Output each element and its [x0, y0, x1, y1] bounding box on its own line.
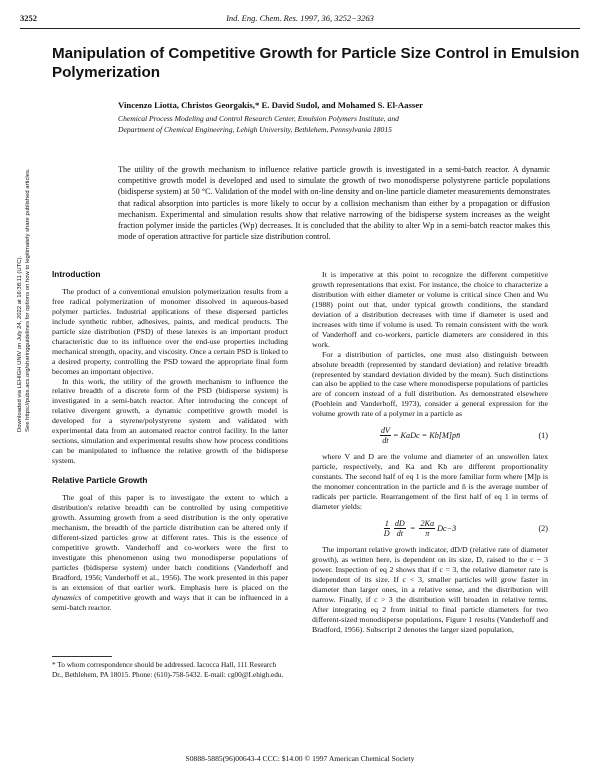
section-heading-relative-growth: Relative Particle Growth: [52, 475, 148, 486]
journal-citation: Ind. Eng. Chem. Res. 1997, 36, 3252−3263: [226, 13, 374, 23]
paragraph-text-end: of competitive growth and ways that it can be influenced in a semi-batch reactor.: [52, 592, 288, 612]
footnote-rule: [52, 656, 112, 657]
affiliation: [118, 114, 399, 135]
intro-paragraph-2: In this work, the utility of the growth mechanism to influence the relative breadth of a discrete form of the PSD (bidisperse system) is investigated in a semi-batch reactor. After introducing the concept of relative divergent growth, a dynamic competitive growth model is developed for a styrene/polystyrene system and validated with experimental data from an automated reactor control facility. In the latter sections, simulation and experimental results show how process conditions can be manipulated to influence the relative growth of the bidisperse system.: [52, 376, 288, 466]
download-sidebar: [6, 168, 31, 432]
eq1-numerator: dV: [380, 426, 390, 436]
eq2-fraction-a: [384, 519, 390, 538]
eq2c-denominator: π: [425, 529, 430, 539]
sidebar-line-2: See https://pubs.acs.org/sharingguidelines for options on how to legitimately share published articles.: [25, 168, 31, 432]
page-number: 3252: [20, 13, 37, 23]
emphasis-text: dynamics: [52, 592, 82, 602]
eq2b-numerator: dD: [394, 519, 405, 529]
eq2c-numerator: 2Ka: [420, 519, 435, 529]
eq2b-denominator: dt: [396, 529, 403, 539]
eq1-denominator: dt: [382, 436, 389, 446]
eq2a-denominator: D: [383, 529, 390, 539]
page-footer: S0888-5885(96)00643-4 CCC: $14.00 © 1997 American Chemical Society: [185, 754, 415, 763]
paragraph-text: The goal of this paper is to investigate the extent to which a distribution's relative breadth can be controlled by using competitive growth. Assuming growth from a seed distribution is the only operative mechanism, the breadth of the particle distribution can be altered only if different-sized particles grow at different rates. This is the essence of competitive growth. Vanderhoff and co-workers were the first to investigate this phenomenon using two monodisperse populations of particles (bidisperse system) under batch conditions (Vanderhoff and Bradford, 1956; Vanderhoff et al., 1956). The work presented in this paper is an extension of that earlier work. Emphasis here is placed on the: [52, 493, 288, 592]
left-column: [52, 270, 288, 613]
equation-2: $\frac{1}{D}$ $\frac{dD}{dt}$ = $\frac{2Ka}{\pi}$ Dc−3 (2): [383, 519, 548, 539]
article-title: Manipulation of Competitive Growth for Particle Size Control in Emulsion Polymerization: [52, 45, 580, 81]
intro-paragraph-1: The product of a conventional emulsion polymerization results from a free radical polymerization of monomer dissolved in aqueous-based polymer particles. Industrial applications of these dispersed particles include synthetic rubber, adhesives, paints, and medical products. The particle size distribution (PSD) of these latexes is an important product characteristic due to its influence over the end-use properties including mechanical strength, opacity, and viscosity. Once a certain PSD is linked to a desired property, controlling the PSD toward the appropriate final form becomes an important objective.: [52, 286, 288, 376]
right-paragraph-1: It is imperative at this point to recognize the different competitive growth representations that exist. For instance, the choice to characterize a distribution with either diameter or volume is critical since Chen and Wu (1988) point out that, under typical growth conditions, the standard deviation of a distribution decreases with time if diameter is used and increases with time if volume is used. To remain consistent with the work of Vanderhoff and co-workers, particle diameters are considered in this work.: [312, 270, 548, 349]
eq1-rhs: = KaDc = Kb[M]pn̄: [392, 430, 461, 440]
eq2-rhs: Dc−3: [437, 523, 457, 533]
header-rule: [20, 28, 580, 29]
sidebar-text: [16, 168, 32, 432]
eq1-label: (1): [538, 430, 548, 440]
equation-1: [312, 426, 548, 445]
author-list: Vincenzo Liotta, Christos Georgakis,* E. David Sudol, and Mohamed S. El-Aasser: [118, 100, 423, 110]
relative-growth-paragraph: [52, 493, 288, 612]
right-paragraph-3: where V and D are the volume and diameter of an unswollen latex particle, respectively, and Ka and Kb are different proportionality constants. The second half of eq 1 is the more familiar form where [M]p is the monomer concentration in the particle and n̄ is the average number of radicals per particle. Rearrangement of the first half of eq 1 in terms of diameter yields:: [312, 452, 548, 512]
affiliation-line-2: Department of Chemical Engineering, Lehigh University, Bethlehem, Pennsylvania 18015: [118, 124, 392, 134]
right-paragraph-4: The important relative growth indicator, dD/D (relative rate of diameter growth), as written here, is dependent on its size, D, raised to the c − 3 power. Inspection of eq 2 shows that if c = 3, the relative diameter rate is independent of its size. If c < 3, smaller particles will grow faster in diameter than larger ones, in a relative sense, and the distribution will narrow. Finally, if c > 3 the distribution will broaden in relative terms. After integrating eq 2 from initial to final particle diameters for two different-sized monodisperse populations, Figure 1 results (Vanderhoff and Bradford, 1956). Subscript 2 denotes the larger sized population,: [312, 545, 548, 634]
right-column: [312, 270, 548, 635]
eq2a-numerator: 1: [384, 519, 389, 529]
section-heading-introduction: Introduction: [52, 269, 101, 279]
running-header: [20, 13, 580, 27]
affiliation-line-1: Chemical Process Modeling and Control Research Center, Emulsion Polymers Institute, and: [118, 114, 399, 123]
abstract: The utility of the growth mechanism to influence relative particle growth is investigated in a semi-batch reactor. A dynamic competitive growth model is developed and used to simulate the growth of two monodisperse polystyrene particle populations (bidisperse system) at 50 °C. Validation of the model with on-line density and on-line particle diameter measurements demonstrates that radical absorption into particles is more likely to occur by a collision mechanism than either by a propagation or diffusion mechanism. Experimental and simulation results show that relative narrowing of the bidisperse system increases as the weight fraction polymer inside the particles (Wp) decreases. It is concluded that the ability to alter Wp in a semi-batch reactor makes this mode of operation attractive for particle size distribution control.: [118, 165, 550, 242]
eq2-fraction-b: [394, 519, 406, 538]
footnote: * To whom correspondence should be addressed. Iacocca Hall, 111 Research Dr., Bethlehem, PA 18015. Phone: (610)-758-5432. E-mail: cg00@Lehigh.edu.: [52, 660, 284, 679]
right-paragraph-2: For a distribution of particles, one must also distinguish between absolute breadth (represented by standard deviation) and relative breadth (represented by standard deviation divided by the mean). Such distinctions can also be applied to the case where monodisperse populations of particles are of concern instead of a full distribution. As demonstrated elsewhere (Poehlein and Vanderhoff, 1973), consider a general expression for the volume growth rate of a polymer in a particle as: [312, 349, 548, 419]
sidebar-line-1: Downloaded via LEHIGH UNIV on July 24, 2022 at 16:38:11 (UTC).: [17, 255, 23, 432]
eq2-fraction-c: [419, 519, 435, 538]
eq2-label: (2): [538, 523, 548, 533]
eq1-fraction: [380, 426, 391, 445]
